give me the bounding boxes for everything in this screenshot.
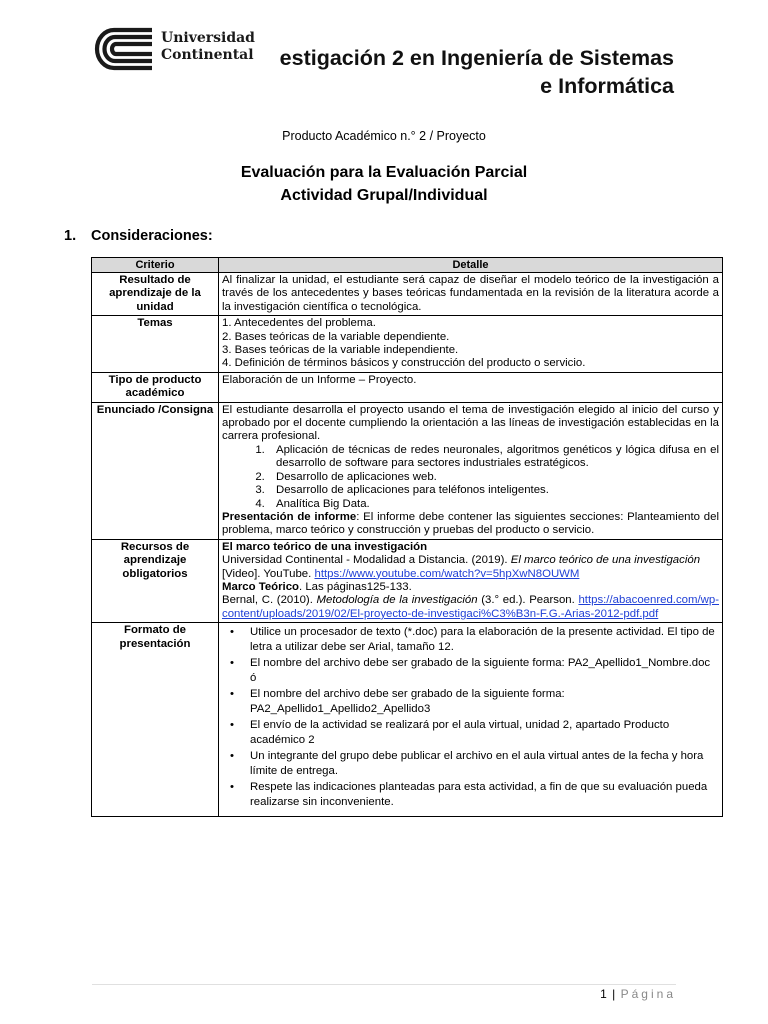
ref2-title: Metodología de la investigación xyxy=(316,594,478,607)
document-title-line2: e Informática xyxy=(540,74,674,98)
reference-1 xyxy=(222,554,719,581)
marco-teorico-line xyxy=(222,581,719,594)
formato-item-text: El nombre del archivo debe ser grabado de la siguiente forma: PA2_Apellido1_Apellido2_Apellido3 xyxy=(250,687,565,716)
bullet-icon: • xyxy=(230,626,234,639)
section-number: 1. xyxy=(64,228,77,244)
criterio-resultado: Resultado de aprendizaje de la unidad xyxy=(92,273,219,316)
ref2-source: (3.° ed.). Pearson. xyxy=(477,594,579,607)
table-row xyxy=(92,372,723,402)
bullet-icon: • xyxy=(230,718,234,731)
marco-text: . Las páginas125-133. xyxy=(299,580,412,593)
university-name-line2: Continental xyxy=(161,47,254,63)
footer-separator: | xyxy=(612,987,616,1001)
list-item xyxy=(230,780,719,810)
table-header-row xyxy=(92,258,723,273)
detalle-tipo: Elaboración de un Informe – Proyecto. xyxy=(219,372,723,402)
youtube-link[interactable]: https://www.youtube.com/watch?v=5hpXwN8OUWM xyxy=(314,567,580,580)
bullet-icon: • xyxy=(230,687,234,700)
university-logo xyxy=(94,26,164,72)
criterio-tipo: Tipo de producto académico xyxy=(92,372,219,402)
criterio-enunciado: Enunciado /Consigna xyxy=(92,402,219,539)
list-item xyxy=(230,718,719,748)
header-detalle: Detalle xyxy=(219,258,723,273)
formato-item-text: Respete las indicaciones planteadas para esta actividad, a fin de que su evaluación pueda realizarse sin inconveniente. xyxy=(250,780,708,808)
formato-item-text: Un integrante del grupo debe publicar el archivo en el aula virtual antes de la fecha y hora límite de entrega. xyxy=(250,749,704,777)
table-row xyxy=(92,623,723,816)
criterio-formato: Formato de presentación xyxy=(92,623,219,816)
page-footer xyxy=(600,987,676,1001)
formato-list xyxy=(222,625,719,810)
section-title: Consideraciones: xyxy=(91,228,213,244)
list-item: 4. Analítica Big Data. xyxy=(268,498,719,511)
reference-2 xyxy=(222,594,719,621)
ref1-source: [Video]. YouTube. xyxy=(222,567,315,580)
list-item xyxy=(230,749,719,779)
detalle-recursos xyxy=(219,539,723,622)
presentacion-paragraph xyxy=(222,511,719,538)
criterio-temas: Temas xyxy=(92,316,219,373)
list-item: 2. Desarrollo de aplicaciones web. xyxy=(268,471,719,484)
detalle-temas xyxy=(219,316,723,373)
university-name-line1: Universidad xyxy=(161,30,255,46)
formato-item-text: El envío de la actividad se realizará por el aula virtual, unidad 2, apartado Producto académico 2 xyxy=(250,718,670,747)
formato-item-text: Utilice un procesador de texto (*.doc) para la elaboración de la presente actividad. El tipo de letra a utilizar debe ser Arial, tamaño 12. xyxy=(250,626,715,654)
bullet-icon: • xyxy=(230,749,234,762)
document-title-line1: estigación 2 en Ingeniería de Sistemas xyxy=(279,46,674,70)
list-item xyxy=(230,687,719,717)
page-number: 1 xyxy=(600,987,607,1001)
enunciado-list xyxy=(222,444,719,511)
tema-item: 3. Bases teóricas de la variable independiente. xyxy=(222,344,459,357)
bullet-icon: • xyxy=(230,780,234,793)
table-row xyxy=(92,273,723,316)
product-line: Producto Académico n.° 2 / Proyecto xyxy=(282,129,486,143)
ref1-title: El marco teórico de una investigación xyxy=(510,554,701,567)
ref1-author: Universidad Continental - Modalidad a Distancia. (2019). xyxy=(222,554,511,567)
tema-item: 4. Definición de términos básicos y construcción del producto o servicio. xyxy=(222,357,586,370)
evaluation-title-line2: Actividad Grupal/Individual xyxy=(280,187,488,204)
list-item: 3. Desarrollo de aplicaciones para teléfonos inteligentes. xyxy=(268,484,719,497)
list-item xyxy=(230,625,719,655)
section-heading xyxy=(64,228,213,244)
table-row xyxy=(92,539,723,622)
recursos-heading: El marco teórico de una investigación xyxy=(222,540,428,553)
criteria-table xyxy=(91,257,723,817)
table-row xyxy=(92,316,723,373)
marco-label: Marco Teórico xyxy=(222,580,300,593)
detalle-resultado: Al finalizar la unidad, el estudiante será capaz de diseñar el modelo teórico de la investigación a través de los antecedentes y bases teóricas fundamentada en la revisión de la literatura acorde a la investigación científica o tecnológica. xyxy=(219,273,723,316)
table-row xyxy=(92,402,723,539)
presentacion-text: : El informe debe contener las siguientes secciones: Planteamiento del problema, marco teórico y construcción y pruebas del producto o servicio. xyxy=(222,510,719,537)
bullet-icon: • xyxy=(230,657,234,670)
list-item xyxy=(230,656,719,686)
page-label: Página xyxy=(620,987,676,1001)
presentacion-label: Presentación de informe xyxy=(222,510,357,523)
enunciado-intro: El estudiante desarrolla el proyecto usando el tema de investigación elegido al inicio del curso y aprobado por el docente cumpliendo la orientación a las líneas de investigación establecidas en la carrera profesional. xyxy=(222,403,719,443)
pdf-link[interactable]: https://abacoenred.com/wp-content/uploads/2019/02/El-proyecto-de-investigaci%C3%B3n-F.G.-Arias-2012-pdf.pdf xyxy=(222,594,720,620)
tema-item: 2. Bases teóricas de la variable dependiente. xyxy=(222,330,450,343)
header-criterio: Criterio xyxy=(92,258,219,273)
detalle-enunciado xyxy=(219,402,723,539)
document-title xyxy=(224,44,674,100)
ref2-author: Bernal, C. (2010). xyxy=(222,594,317,607)
formato-item-text: El nombre del archivo debe ser grabado de la siguiente forma: PA2_Apellido1_Nombre.doc ó xyxy=(250,657,711,685)
list-item: 1. Aplicación de técnicas de redes neuronales, algoritmos genéticos y lógica difusa en el desarrollo de software para sectores industriales estratégicos. xyxy=(268,444,719,471)
evaluation-title-line1: Evaluación para la Evaluación Parcial xyxy=(240,164,528,181)
criterio-recursos: Recursos de aprendizaje obligatorios xyxy=(92,539,219,622)
footer-divider xyxy=(92,984,676,985)
detalle-formato xyxy=(219,623,723,816)
evaluation-title xyxy=(0,161,768,207)
tema-item: 1. Antecedentes del problema. xyxy=(222,317,376,330)
